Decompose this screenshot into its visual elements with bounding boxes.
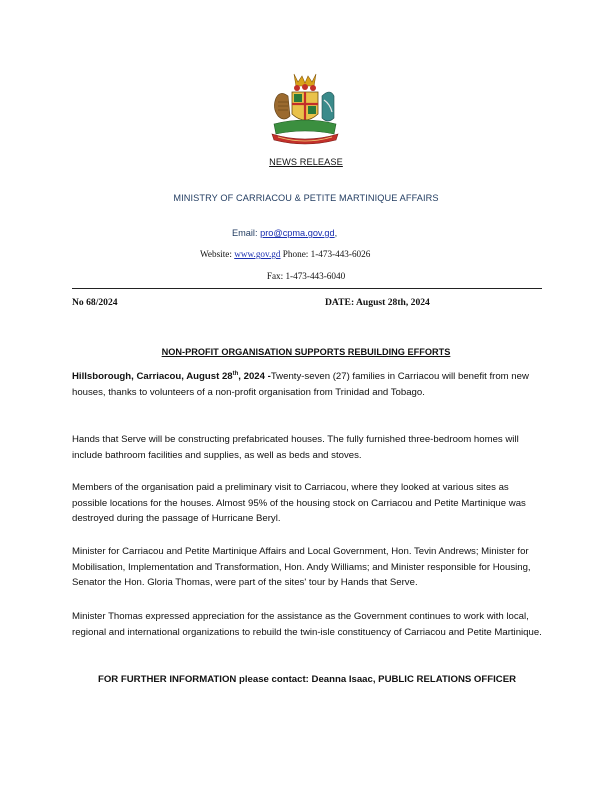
dateline (72, 371, 271, 382)
email-line (232, 228, 337, 238)
coat-of-arms-icon (264, 68, 346, 148)
email-link[interactable]: pro@cpma.gov.gd (260, 228, 335, 238)
paragraph-5: Minister Thomas expressed appreciation for the assistance as the Government continues to work with local, regional and international organizations to rebuild the twin-isle constituency of Carriacou and Petite Martinique. (72, 611, 542, 638)
paragraph-2: Hands that Serve will be constructing prefabricated houses. The fully furnished three-bedroom homes will include bathroom facilities and supplies, as well as beds and stoves. (72, 434, 519, 461)
release-number: No 68/2024 (72, 297, 118, 308)
phone-number: Phone: 1-473-443-6026 (280, 249, 371, 259)
dateline-sup: th (232, 370, 239, 377)
fax-number: Fax: 1-473-443-6040 (266, 271, 346, 281)
header-divider (72, 288, 542, 289)
article-headline: NON-PROFIT ORGANISATION SUPPORTS REBUILDING EFFORTS (161, 347, 451, 357)
paragraph-3: Members of the organisation paid a preliminary visit to Carriacou, where they looked at various sites as possible locations for the houses. Almost 95% of the housing stock on Carriacou and Petite Martinique was destroyed during the passage of Hurricane Beryl. (72, 482, 526, 524)
dateline-place: Hillsborough, Carriacou, August 28 (72, 371, 233, 382)
release-date: DATE: August 28th, 2024 (325, 297, 430, 308)
website-link[interactable]: www.gov.gd (234, 249, 281, 259)
news-release-label: NEWS RELEASE (269, 157, 343, 167)
paragraph-4: Minister for Carriacou and Petite Martinique Affairs and Local Government, Hon. Tevin Andrews; Minister for Mobilisation, Implementation and Transformation, Hon. Andy Williams; and Minister responsible for Housing, Senator the Hon. Gloria Thomas, were part of the sites' tour by Hands that Serve. (72, 546, 531, 588)
email-suffix: , (334, 228, 338, 238)
dateline-year: , 2024 - (238, 371, 271, 382)
email-label: Email: (232, 228, 261, 238)
paragraph-1 (72, 369, 542, 400)
ministry-name: MINISTRY OF CARRIACOU & PETITE MARTINIQUE AFFAIRS (173, 193, 439, 203)
contact-info: FOR FURTHER INFORMATION please contact: Deanna Isaac, PUBLIC RELATIONS OFFICER (97, 674, 517, 685)
paragraph-1-text: Twenty-seven (27) families in Carriacou will benefit from new houses, thanks to volunteers of a non-profit organisation from Trinidad and Tobago. (72, 371, 529, 398)
website-label: Website: (200, 249, 235, 259)
website-line (200, 249, 370, 259)
